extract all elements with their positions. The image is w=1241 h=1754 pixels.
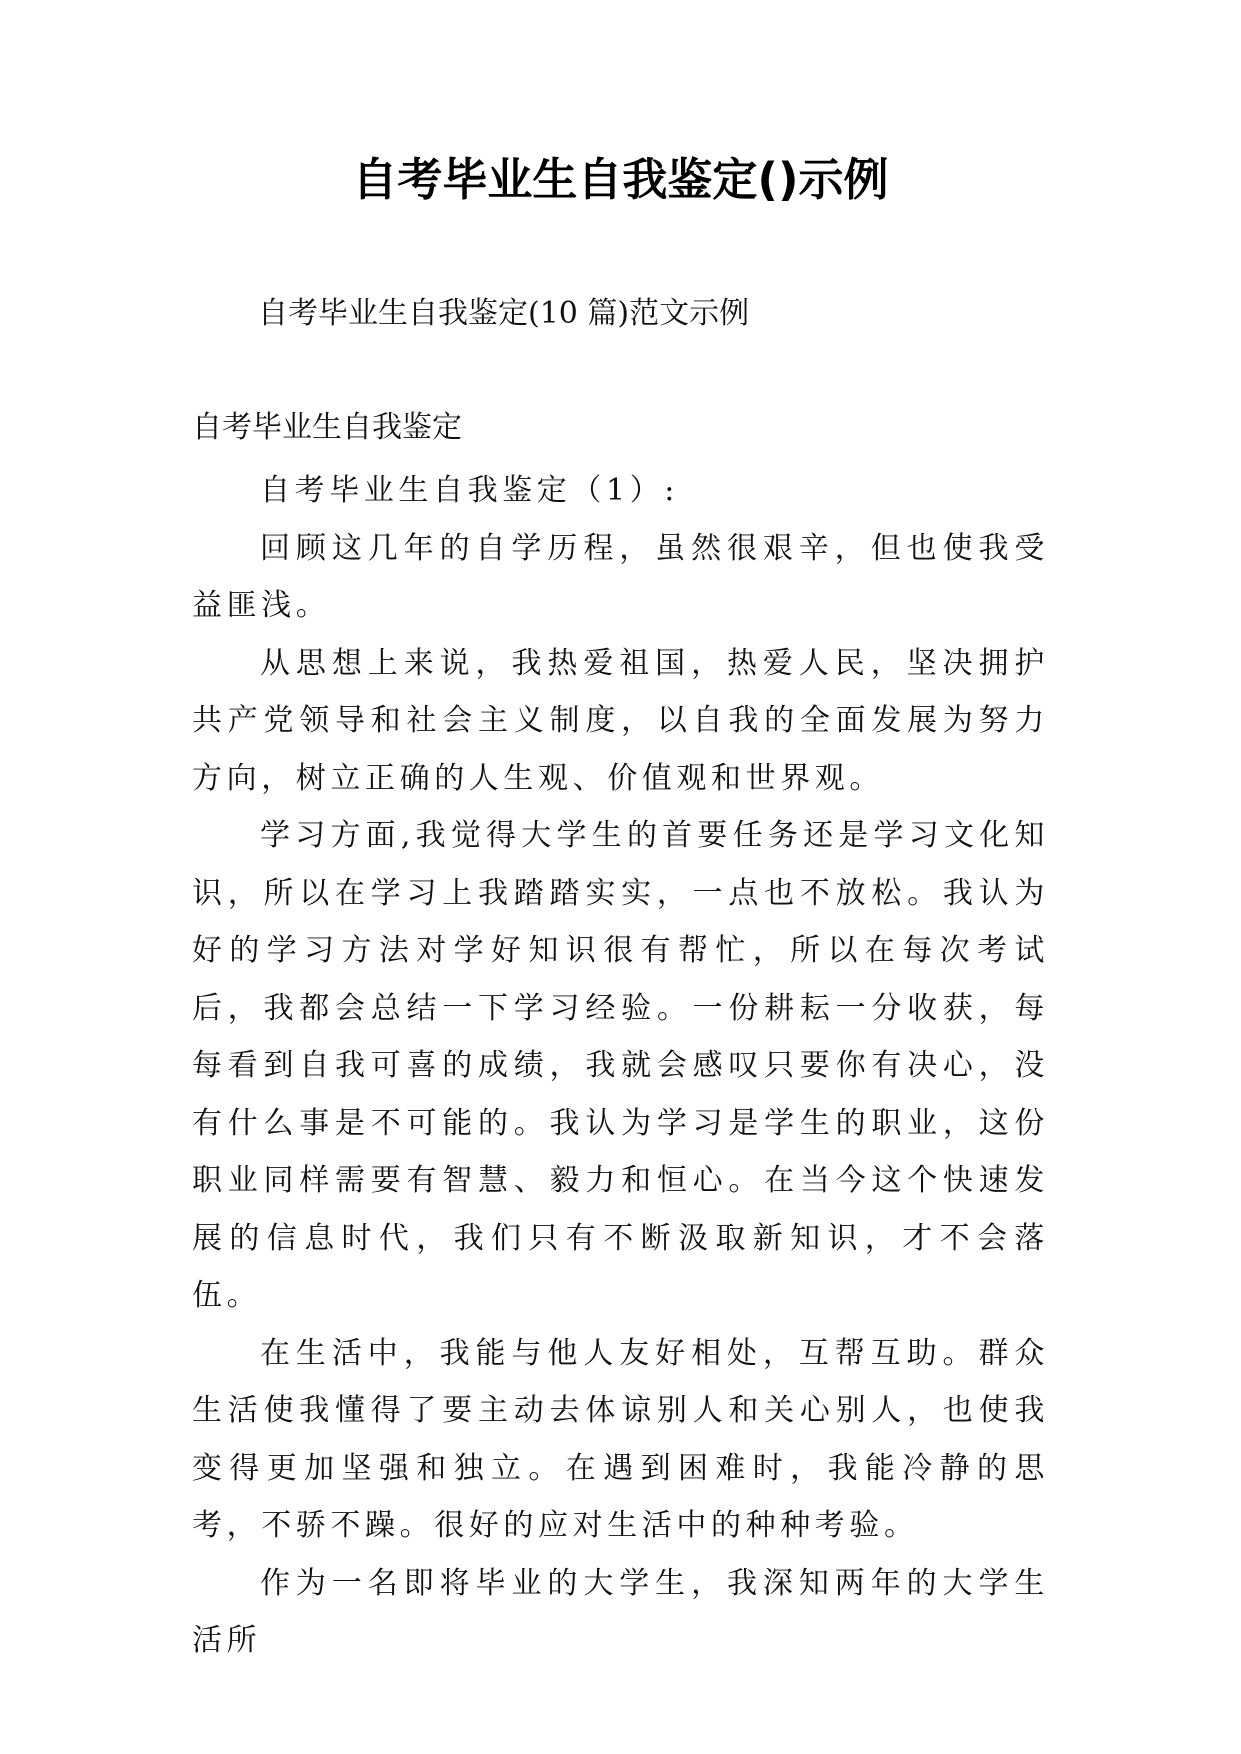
- paragraph: 在生活中，我能与他人友好相处，互帮互助。群众生活使我懂得了要主动去体谅别人和关心别人，也使我变得更加坚强和独立。在遇到困难时，我能冷静的思考，不骄不躁。很好的应对生活中的种种考验。: [192, 1335, 1049, 1543]
- paragraph-label: 自考毕业生自我鉴定（1）:: [260, 473, 679, 508]
- document-subtitle: 自考毕业生自我鉴定(10 篇)范文示例: [258, 296, 750, 331]
- paragraph: 回顾这几年的自学历程，虽然很艰辛，但也使我受益匪浅。: [192, 530, 1049, 623]
- paragraph: 作为一名即将毕业的大学生，我深知两年的大学生活所: [192, 1565, 1049, 1658]
- document-title: 自考毕业生自我鉴定()示例: [352, 153, 889, 206]
- document-body: [192, 462, 1049, 1670]
- paragraph: 学习方面,我觉得大学生的首要任务还是学习文化知识，所以在学习上我踏踏实实，一点也不放松。我认为好的学习方法对学好知识很有帮忙，所以在每次考试后，我都会总结一下学习经验。一份耕耘一分收获，每每看到自我可喜的成绩，我就会感叹只要你有决心，没有什么事是不可能的。我认为学习是学生的职业，这份职业同样需要有智慧、毅力和恒心。在当今这个快速发展的信息时代，我们只有不断汲取新知识，才不会落伍。: [192, 818, 1049, 1313]
- section-heading: 自考毕业生自我鉴定: [192, 410, 462, 445]
- paragraph: 从思想上来说，我热爱祖国，热爱人民，坚决拥护共产党领导和社会主义制度，以自我的全面发展为努力方向，树立正确的人生观、价值观和世界观。: [192, 645, 1049, 796]
